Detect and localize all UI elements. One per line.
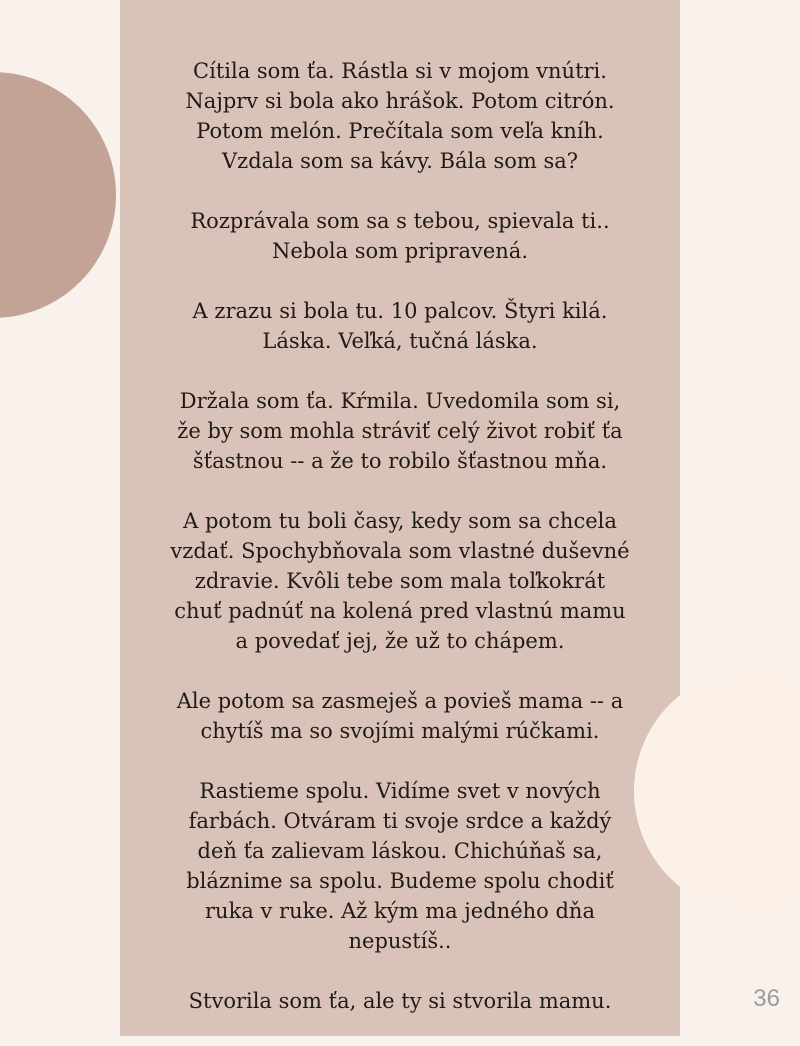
decorative-circle-left [0,72,116,318]
poem-line: Stvorila som ťa, ale ty si stvorila mamu. [188,989,612,1013]
poem-paragraph-1 [160,56,640,176]
poem-line: zdravie. Kvôli tebe som mala toľkokrát [194,569,606,593]
poem-paragraph-2 [160,206,640,266]
poem-paragraph-7 [160,776,640,956]
poem-line: A zrazu si bola tu. 10 palcov. Štyri kilá. [192,299,608,323]
poem-line: Vzdala som sa kávy. Bála som sa? [221,149,579,173]
poem-line: Cítila som ťa. Rástla si v mojom vnútri. [193,59,607,83]
poem-line: Potom melón. Prečítala som veľa kníh. [196,119,604,143]
poem-line: nepustíš.. [348,929,452,953]
poem-line: Ale potom sa zasmeješ a povieš mama -- a [176,689,624,713]
poem-line: Láska. Veľká, tučná láska. [262,329,538,353]
poem-line: že by som mohla stráviť celý život robiť ťa [177,419,623,443]
poem-line: farbách. Otváram ti svoje srdce a každý [188,809,612,833]
poem-line: ruka v ruke. Až kým ma jedného dňa [205,899,595,923]
poem-line: Najprv si bola ako hrášok. Potom citrón. [185,89,615,113]
poem-line: bláznime sa spolu. Budeme spolu chodiť [186,869,614,893]
poem [160,56,640,1046]
poem-line: Rozprávala som sa s tebou, spievala ti.. [190,209,610,233]
poem-paragraph-3 [160,296,640,356]
poem-line: šťastnou -- a že to robilo šťastnou mňa. [192,449,608,473]
poem-paragraph-5 [160,506,640,656]
poem-paragraph-8 [160,986,640,1016]
poem-line: a povedať jej, že už to chápem. [235,629,565,653]
poem-line: deň ťa zalievam láskou. Chichúňaš sa, [197,839,603,863]
poem-line: A potom tu boli časy, kedy som sa chcela [183,509,617,533]
poem-line: chytíš ma so svojími malými rúčkami. [200,719,600,743]
poem-paragraph-4 [160,386,640,476]
poem-line: chuť padnúť na kolená pred vlastnú mamu [174,599,626,623]
page-number: 36 [753,985,780,1012]
poem-line: Držala som ťa. Kŕmila. Uvedomila som si, [179,389,621,413]
poem-line: Rastieme spolu. Vidíme svet v nových [199,779,601,803]
poem-line: Nebola som pripravená. [271,239,529,263]
poem-paragraph-6 [160,686,640,746]
poem-line: vzdať. Spochybňovala som vlastné duševné [170,539,630,563]
